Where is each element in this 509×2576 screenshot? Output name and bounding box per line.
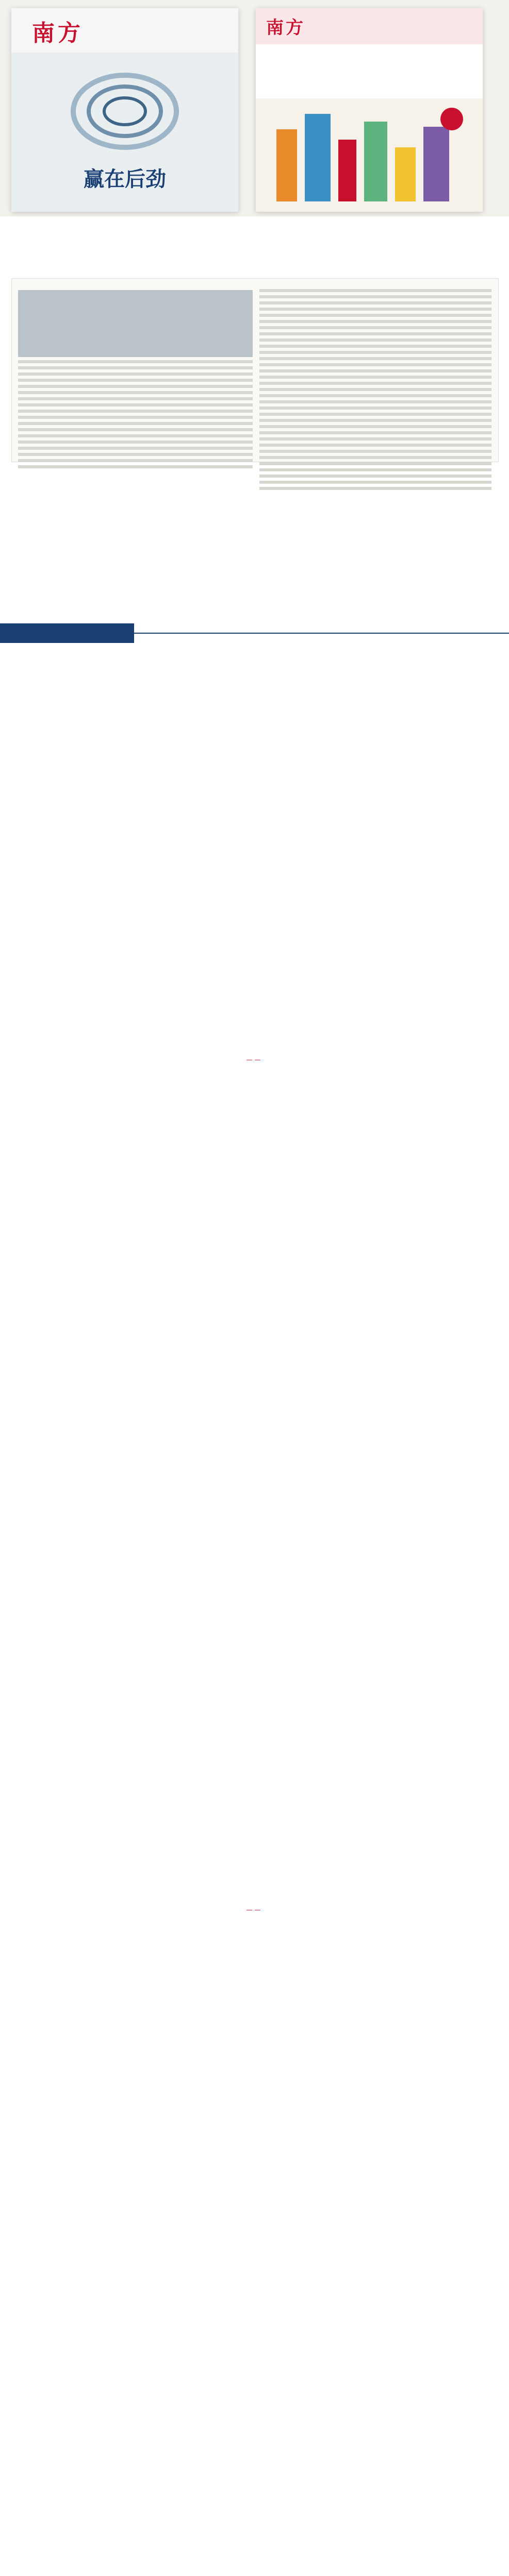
spread-photo — [18, 290, 253, 357]
heading-ornament: —— — [246, 1906, 263, 1913]
heading-ornament: —— — [246, 1056, 263, 1063]
cover-headline: 赢在后劲 — [84, 167, 166, 191]
section-heading-1 — [0, 1056, 509, 1063]
spread-text-block — [18, 360, 253, 468]
cover-swirl-graphic — [68, 65, 182, 158]
cover-masthead: 南方 — [266, 18, 305, 38]
cover-illustration — [256, 98, 483, 212]
magazine-spread — [11, 278, 499, 462]
cover-masthead: 南方 — [32, 20, 84, 46]
section-banner — [0, 623, 509, 643]
section-banner-label — [0, 623, 134, 643]
spread-right-page — [259, 285, 491, 455]
section-banner-rule — [134, 633, 509, 634]
hero-covers — [0, 0, 509, 216]
spread-text-block — [259, 289, 491, 490]
magazine-cover-left — [11, 8, 238, 212]
magazine-cover-right — [256, 8, 483, 212]
section-heading-2 — [0, 1906, 509, 1913]
spread-left-page — [18, 285, 253, 455]
